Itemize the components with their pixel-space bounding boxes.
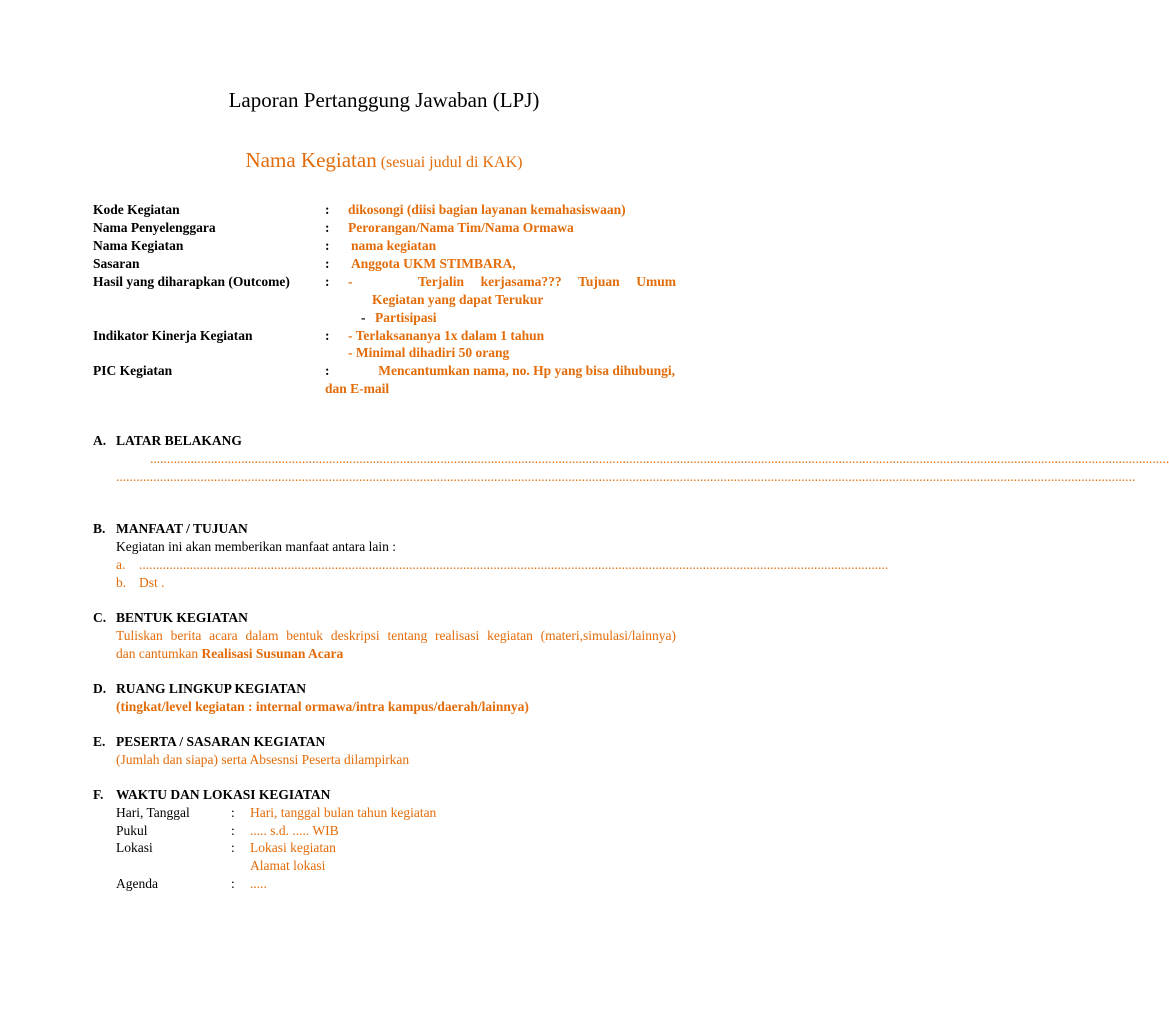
pic-colon: : xyxy=(325,363,330,378)
section-c-word: berita xyxy=(170,628,202,643)
section-c-line1 xyxy=(116,628,676,644)
hasil-line1 xyxy=(418,274,676,290)
section-a-dots-line2: .............................................................................................................................................................................................................................................................................................................. xyxy=(116,469,1136,484)
hasil-word: Umum xyxy=(636,274,676,289)
section-c-heading: BENTUK KEGIATAN xyxy=(116,610,248,625)
indikator-label: Indikator Kinerja Kegiatan xyxy=(93,328,253,343)
hasil-line2: Kegiatan yang dapat Terukur xyxy=(372,292,544,307)
sasaran-value: Anggota UKM STIMBARA, xyxy=(351,256,516,271)
section-c-word: bentuk xyxy=(286,628,324,643)
document-subtitle xyxy=(0,148,768,173)
penyelenggara-value: Perorangan/Nama Tim/Nama Ormawa xyxy=(348,220,574,235)
section-f-heading: WAKTU DAN LOKASI KEGIATAN xyxy=(116,787,331,802)
kode-label: Kode Kegiatan xyxy=(93,202,180,217)
section-b-item-b-marker: b. xyxy=(116,575,127,590)
pic-line1: Mencantumkan nama, no. Hp yang bisa dihubungi, xyxy=(378,363,675,378)
sasaran-label: Sasaran xyxy=(93,256,140,271)
section-a-heading: LATAR BELAKANG xyxy=(116,433,242,448)
nama-value: nama kegiatan xyxy=(351,238,437,253)
pukul-value: ..... s.d. ..... WIB xyxy=(250,823,339,838)
hari-value: Hari, tanggal bulan tahun kegiatan xyxy=(250,805,437,820)
section-b-intro: Kegiatan ini akan memberikan manfaat antara lain : xyxy=(116,539,396,554)
section-b-heading: MANFAAT / TUJUAN xyxy=(116,521,248,536)
indikator-line2: - Minimal dihadiri 50 orang xyxy=(348,345,510,360)
section-b-item-a-text: .............................................................................................................................................................................................................................. xyxy=(139,557,889,572)
section-e-text: (Jumlah dan siapa) serta Absesnsi Peserta dilampirkan xyxy=(116,752,410,767)
agenda-value: ..... xyxy=(250,876,267,891)
nama-colon: : xyxy=(325,238,330,253)
section-f-letter: F. xyxy=(93,787,104,802)
hari-colon: : xyxy=(231,805,235,820)
section-c-word: dalam xyxy=(245,628,279,643)
kode-colon: : xyxy=(325,202,330,217)
section-d-heading: RUANG LINGKUP KEGIATAN xyxy=(116,681,307,696)
section-c-line2-bold: Realisasi Susunan Acara xyxy=(201,646,344,661)
section-c-letter: C. xyxy=(93,610,107,625)
hasil-colon: : xyxy=(325,274,330,289)
section-c-word: acara xyxy=(209,628,238,643)
section-d-text: (tingkat/level kegiatan : internal ormawa/intra kampus/daerah/lainnya) xyxy=(116,699,529,714)
penyelenggara-colon: : xyxy=(325,220,330,235)
hasil-dash2: - xyxy=(361,310,366,325)
section-e-letter: E. xyxy=(93,734,106,749)
agenda-colon: : xyxy=(231,876,235,891)
section-a-letter: A. xyxy=(93,433,107,448)
section-c-word: tentang xyxy=(387,628,428,643)
lokasi-label: Lokasi xyxy=(116,840,153,855)
section-c-word: realisasi xyxy=(435,628,480,643)
section-b-item-a-marker: a. xyxy=(116,557,126,572)
subtitle-note: (sesuai judul di KAK) xyxy=(380,154,523,171)
section-c-word: (materi,simulasi/lainnya) xyxy=(540,628,676,643)
agenda-label: Agenda xyxy=(116,876,158,891)
hasil-word: kerjasama??? xyxy=(480,274,562,289)
section-d-letter: D. xyxy=(93,681,107,696)
section-a-dots-line1: .............................................................................................................................................................................................................................................................................................................. xyxy=(150,451,1169,466)
pukul-label: Pukul xyxy=(116,823,148,838)
nama-label: Nama Kegiatan xyxy=(93,238,184,253)
sasaran-colon: : xyxy=(325,256,330,271)
section-c-word: deskripsi xyxy=(330,628,380,643)
indikator-colon: : xyxy=(325,328,330,343)
penyelenggara-label: Nama Penyelenggara xyxy=(93,220,216,235)
hasil-line3: Partisipasi xyxy=(375,310,437,325)
section-c-word: kegiatan xyxy=(487,628,533,643)
section-e-heading: PESERTA / SASARAN KEGIATAN xyxy=(116,734,326,749)
subtitle-main: Nama Kegiatan xyxy=(245,148,377,172)
hari-label: Hari, Tanggal xyxy=(116,805,190,820)
hasil-dash: - xyxy=(348,274,353,289)
section-b-letter: B. xyxy=(93,521,106,536)
section-c-word: Tuliskan xyxy=(116,628,163,643)
lokasi-value: Lokasi kegiatan xyxy=(250,840,336,855)
pic-label: PIC Kegiatan xyxy=(93,363,173,378)
pukul-colon: : xyxy=(231,823,235,838)
hasil-word: Terjalin xyxy=(418,274,465,289)
lokasi-address: Alamat lokasi xyxy=(250,858,326,873)
lokasi-colon: : xyxy=(231,840,235,855)
kode-value: dikosongi (diisi bagian layanan kemahasiswaan) xyxy=(348,202,626,217)
document-title: Laporan Pertanggung Jawaban (LPJ) xyxy=(228,88,540,112)
section-b-item-b-text: Dst . xyxy=(139,575,165,590)
indikator-line1: - Terlaksananya 1x dalam 1 tahun xyxy=(348,328,545,343)
hasil-word: Tujuan xyxy=(578,274,620,289)
section-c-line2 xyxy=(116,646,343,662)
section-c-line2-plain: dan cantumkan xyxy=(116,646,202,661)
pic-line2: dan E-mail xyxy=(325,381,390,396)
hasil-label: Hasil yang diharapkan (Outcome) xyxy=(93,274,290,289)
